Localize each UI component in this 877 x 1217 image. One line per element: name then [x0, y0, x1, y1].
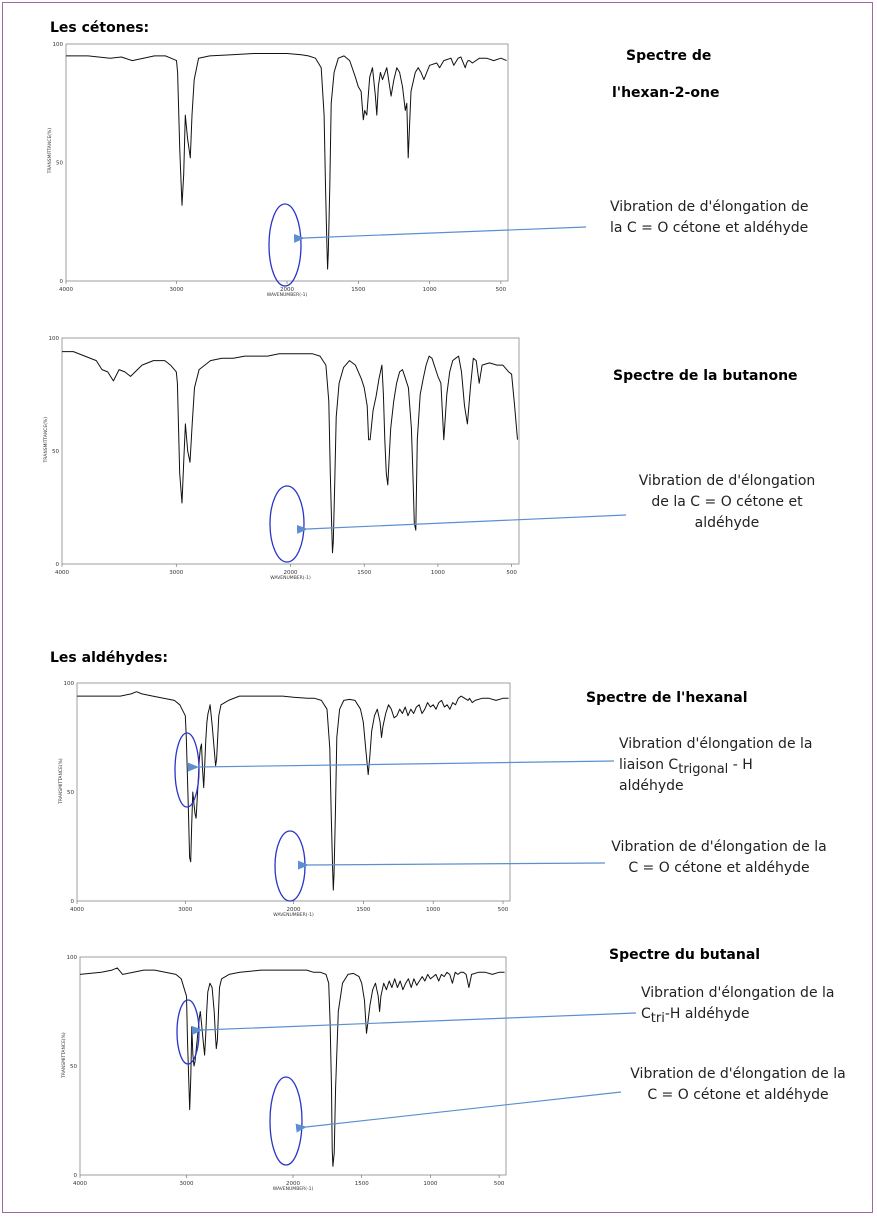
y-tick-label: 50 — [67, 790, 74, 796]
x-tick-label: 3000 — [179, 1181, 194, 1187]
x-tick-label: 4000 — [73, 1181, 87, 1187]
annotation-hexanal-carbonyl — [602, 837, 836, 879]
x-tick-label: 500 — [495, 287, 507, 293]
annotation-line: aldéhyde — [619, 778, 684, 794]
x-tick-label: 1500 — [357, 570, 372, 576]
x-tick-label: 1000 — [423, 1181, 438, 1187]
y-axis-label: TRANSMITTANCE(%) — [44, 416, 49, 463]
spectrum-title-hexan-2-one-line1: Spectre de — [626, 48, 712, 64]
plot-frame — [80, 957, 506, 1175]
annotation-line: de la C = O cétone et — [651, 494, 803, 510]
annotation-line: Vibration d'élongation de la — [619, 736, 813, 752]
x-tick-label: 2000 — [286, 907, 301, 913]
ir-spectrum-hexanal — [58, 681, 510, 918]
y-axis-label: TRANSMITTANCE(%) — [48, 127, 53, 174]
x-axis-label: WAVENUMBER(-1) — [266, 293, 308, 298]
y-axis-label: TRANSMITTANCE(%) — [59, 758, 64, 804]
y-tick-label: 0 — [59, 279, 63, 285]
plot-frame — [77, 683, 510, 901]
x-tick-label: 4000 — [59, 287, 73, 293]
annotation-text: -H aldéhyde — [664, 1006, 750, 1022]
y-tick-label: 100 — [52, 42, 63, 48]
section-title-aldehydes: Les aldéhydes: — [50, 650, 168, 666]
x-tick-label: 2000 — [286, 1181, 300, 1187]
y-tick-label: 50 — [70, 1064, 77, 1070]
annotation-line — [641, 1004, 834, 1025]
y-axis-label: TRANSMITTANCE(%) — [62, 1032, 67, 1078]
spectrum-title-butanal: Spectre du butanal — [609, 947, 761, 963]
x-tick-label: 4000 — [55, 570, 69, 576]
x-tick-label: 1000 — [422, 287, 437, 293]
annotation-subscript: trigonal — [678, 762, 729, 777]
annotation-line: Vibration d'élongation de la — [641, 985, 835, 1001]
y-tick-label: 0 — [70, 899, 74, 905]
x-tick-label: 1000 — [426, 907, 441, 913]
annotation-line: C = O cétone et aldéhyde — [628, 860, 810, 876]
y-tick-label: 0 — [73, 1173, 77, 1179]
plot-frame — [66, 44, 508, 281]
annotation-line: Vibration de d'élongation de — [610, 199, 809, 215]
x-tick-label: 2000 — [283, 570, 298, 576]
plot-frame — [62, 338, 519, 564]
ir-spectrum-butanal — [61, 955, 506, 1192]
x-tick-label: 500 — [497, 907, 509, 913]
y-tick-label: 100 — [63, 681, 74, 687]
x-tick-label: 1500 — [354, 1181, 369, 1187]
annotation-line: Vibration de d'élongation — [638, 473, 816, 489]
annotation-text: liaison C — [619, 757, 679, 773]
annotation-hexan-2-one-carbonyl — [610, 197, 809, 239]
y-tick-label: 100 — [66, 955, 77, 961]
x-tick-label: 4000 — [70, 907, 84, 913]
x-tick-label: 3000 — [169, 570, 184, 576]
annotation-line — [619, 755, 812, 776]
x-tick-label: 1500 — [351, 287, 366, 293]
x-tick-label: 2000 — [280, 287, 294, 293]
annotation-line: aldéhyde — [694, 515, 760, 531]
y-tick-label: 100 — [48, 336, 59, 342]
x-tick-label: 1000 — [430, 570, 445, 576]
x-axis-label: WAVENUMBER(-1) — [272, 1187, 314, 1192]
x-axis-label: WAVENUMBER(-1) — [270, 576, 311, 581]
ir-spectrum-butanone — [43, 336, 519, 581]
spectrum-title-hexan-2-one-line2: l'hexan-2-one — [612, 85, 720, 101]
annotation-subscript: tri — [650, 1011, 665, 1026]
annotation-text: C — [641, 1006, 651, 1022]
annotation-line: C = O cétone et aldéhyde — [647, 1087, 829, 1103]
annotation-text: - H — [728, 757, 753, 773]
x-tick-label: 1500 — [356, 907, 371, 913]
annotation-butanal-ch-aldehyde — [641, 983, 834, 1025]
spectrum-title-butanone: Spectre de la butanone — [613, 368, 798, 384]
ir-spectrum-hexan-2-one — [47, 42, 508, 298]
annotation-butanone-carbonyl — [622, 471, 832, 534]
annotation-line: Vibration de d'élongation de la — [630, 1066, 846, 1082]
annotation-hexanal-ch-aldehyde — [619, 734, 812, 797]
annotation-line: Vibration de d'élongation de la — [611, 839, 827, 855]
x-tick-label: 3000 — [178, 907, 193, 913]
x-tick-label: 500 — [493, 1181, 505, 1187]
annotation-line: la C = O cétone et aldéhyde — [610, 220, 809, 236]
x-tick-label: 3000 — [169, 287, 184, 293]
spectrum-title-hexanal: Spectre de l'hexanal — [586, 690, 748, 706]
x-tick-label: 500 — [506, 570, 517, 576]
y-tick-label: 50 — [56, 160, 63, 167]
section-title-ketones: Les cétones: — [50, 20, 150, 36]
x-axis-label: WAVENUMBER(-1) — [273, 913, 314, 918]
y-tick-label: 50 — [52, 449, 59, 455]
annotation-butanal-carbonyl — [620, 1064, 856, 1106]
y-tick-label: 0 — [55, 562, 59, 568]
